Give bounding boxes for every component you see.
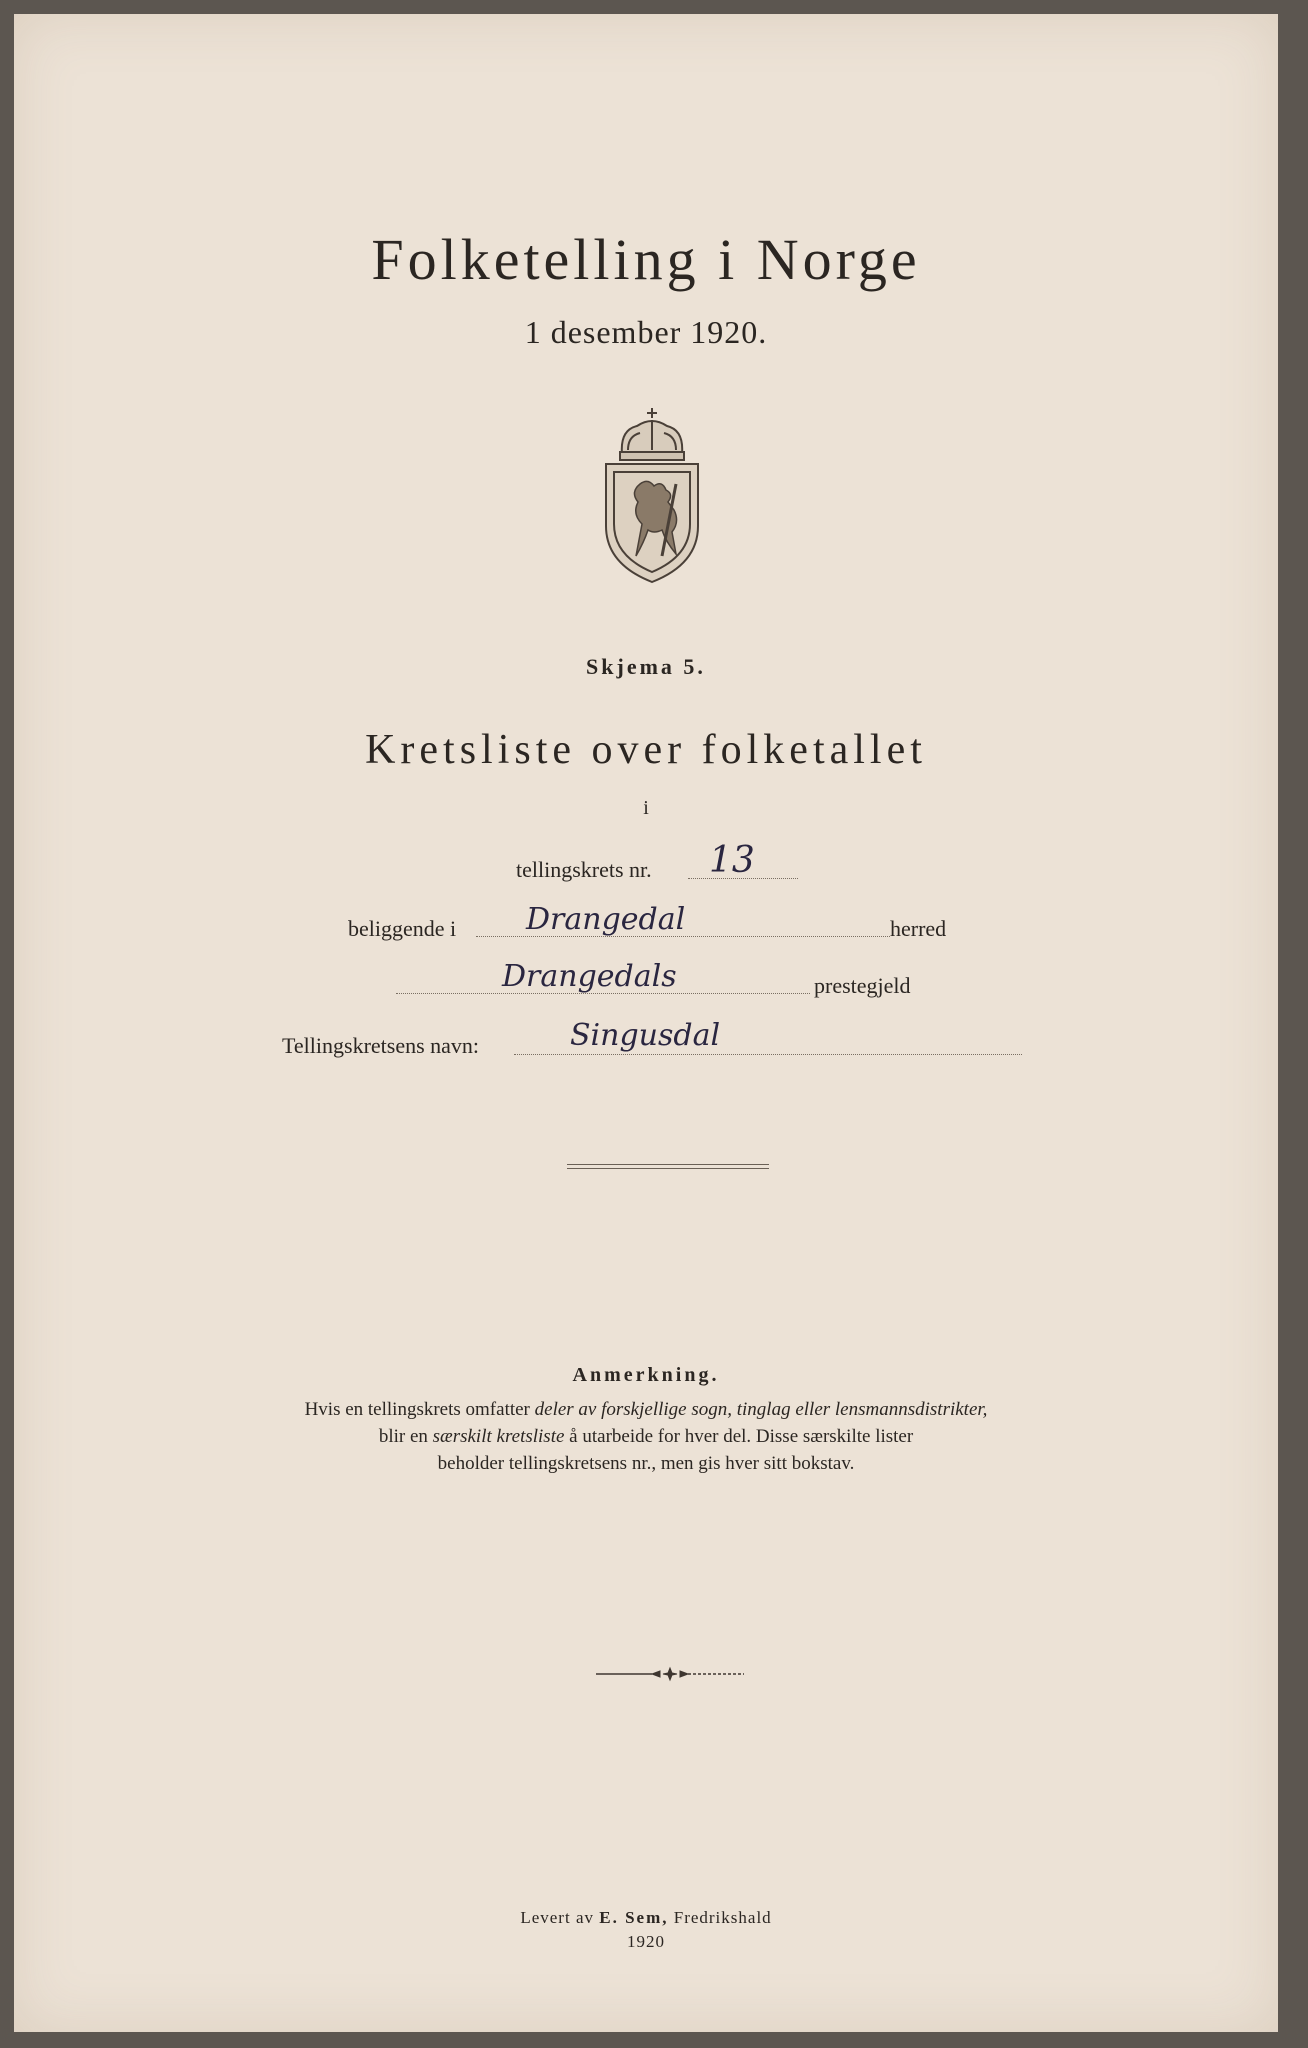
located-in-label: beliggende i [348, 916, 457, 941]
district-number-value: 13 [709, 840, 755, 881]
norwegian-coat-of-arms-icon [592, 406, 712, 586]
printer-text-a: Levert av [520, 1908, 600, 1927]
census-form-page [14, 14, 1278, 2032]
note-line-1 [14, 1396, 1278, 1423]
note-line-2-text-a: blir en [378, 1426, 433, 1447]
district-name-value: Singusdal [570, 1018, 721, 1053]
note-line-2-emphasis: særskilt kretsliste [432, 1426, 565, 1447]
form-title: Kretsliste over folketallet [365, 727, 927, 773]
note-title: Anmerkning. [572, 1364, 720, 1386]
herred-label: herred [890, 916, 947, 941]
page-title: Folketelling i Norge [371, 227, 921, 292]
district-name-line [514, 1054, 1022, 1055]
section-divider [567, 1164, 769, 1169]
printer-line [14, 1906, 1278, 1930]
printer-city: Fredrikshald [668, 1908, 772, 1927]
note-line-2 [14, 1423, 1278, 1450]
district-name-label: Tellingskretsens navn: [282, 1033, 480, 1058]
census-date: 1 desember 1920. [524, 314, 768, 350]
note-line-1-emphasis: deler av forskjellige sogn, tinglag eller lensmannsdistrikter, [534, 1399, 988, 1420]
note-line-2-text-b: å utarbeide for hver del. Disse særskilte lister [564, 1426, 914, 1447]
printer-footer [14, 1906, 1278, 1954]
print-year: 1920 [627, 1932, 665, 1951]
preposition-i: i [643, 797, 649, 819]
note-text [14, 1396, 1278, 1477]
parish-label: prestegjeld [814, 973, 911, 998]
parish-value: Drangedals [502, 959, 677, 994]
ornament-divider-icon [594, 1666, 746, 1682]
schema-number: Skjema 5. [586, 654, 706, 679]
note-line-1-text: Hvis en tellingskrets omfatter [304, 1399, 535, 1420]
district-number-label: tellingskrets nr. [516, 857, 652, 882]
located-in-value: Drangedal [526, 902, 686, 937]
note-line-3: beholder tellingskretsens nr., men gis hver sitt bokstav. [437, 1453, 855, 1474]
printer-name: E. Sem, [599, 1908, 669, 1927]
